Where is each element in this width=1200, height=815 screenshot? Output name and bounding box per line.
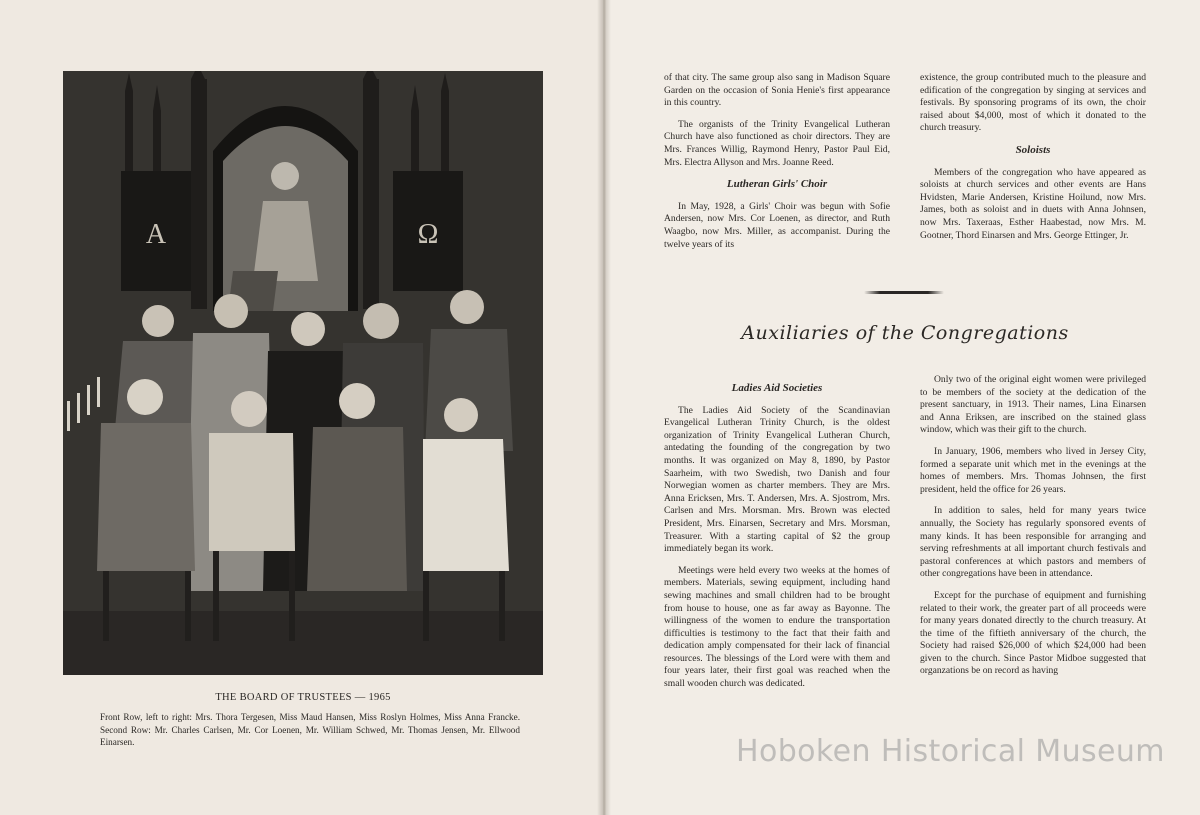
- text-column-4: [920, 374, 1146, 687]
- paragraph: existence, the group contributed much to the pleasure and edification of the congregation by singing at services and festivals. By sponsoring programs of its own, the choir raised about $4,000, most of which it donated to the church treasury.: [920, 72, 1146, 134]
- paragraph: Members of the congregation who have appeared as soloists at church services and other events are Hans Hvidsten, Marie Andersen, Kristine Hoilund, now Mrs. James, both as soloist and in duets with Anna Johnsen, now Mrs. Taxeraas, Esther Haabestad, now Mrs. M. Gootner, Thord Einarsen and Mrs. George Ettinger, Jr.: [920, 166, 1146, 241]
- section-heading-ladies-aid: Ladies Aid Societies: [731, 382, 823, 394]
- alpha-letter: A: [145, 219, 167, 250]
- museum-watermark: Hoboken Historical Museum: [736, 734, 1165, 769]
- book-spine: [597, 0, 611, 815]
- text-column-3: [664, 374, 890, 700]
- text-column-1: [664, 72, 890, 260]
- board-of-trustees-photo: [63, 71, 543, 675]
- paragraph: The organists of the Trinity Evangelical Lutheran Church have also functioned as choir directors. They are Mrs. Frances Willig, Raymond Henry, Pastor Paul Eid, Mrs. Electra Allyson and Mrs. Joanne Reed.: [664, 118, 890, 168]
- paragraph: In January, 1906, members who lived in Jersey City, formed a separate unit which met in the evenings at the homes of members. Mrs. Thomas Johnsen, the first president, held the office for 26 years.: [920, 445, 1146, 495]
- section-heading-soloists: Soloists: [1015, 143, 1051, 156]
- section-title: Auxiliaries of the Congregations: [741, 322, 1069, 344]
- section-heading-girls-choir: Lutheran Girls' Choir: [726, 178, 828, 191]
- photo-caption-title: THE BOARD OF TRUSTEES — 1965: [215, 692, 391, 703]
- paragraph: In addition to sales, held for many years twice annually, the Society has regularly sponsored events of many kinds. It has been responsible for arranging and serving refreshments at all important church festivals and pastoral conferences at which pastors and members of other congregations have been in attendance.: [920, 505, 1146, 580]
- paragraph: The Ladies Aid Society of the Scandinavian Evangelical Lutheran Trinity Church, is the oldest organization of Trinity Evangelical Lutheran Church, antedating the founding of the congregation by two months. It was organized on May 8, 1890, by Pastor Saarheim, with two Swedish, two Danish and four Norwegian women as charter members. They are Mrs. Anna Ericksen, Mrs. T. Andersen, Mrs. A. Sjostrom, Mrs. Carlsen and Mrs. Morsman. Mrs. Brown was elected President, Mrs. Einarsen, Secretary and Mrs. Morsman, Treasurer. With a starting capital of $2 the group immediately began its work.: [664, 404, 890, 555]
- paragraph: Except for the purchase of equipment and furnishing related to their work, the greater part of all proceeds were for many years donated directly to the church treasury. At the time of the fiftieth anniversary of the church, the Society had raised $26,000 of which $24,000 had been given to the church. Since Pastor Midboe suggested that organzations be on record as having: [920, 589, 1146, 677]
- photo-caption-text: Front Row, left to right: Mrs. Thora Tergesen, Miss Maud Hansen, Miss Roslyn Holmes, Miss Anna Francke. Second Row: Mr. Charles Carlsen, Mr. Cor Loenen, Mr. William Schwed, Mr. Thomas Jensen, Mr. Ellwood Einarsen.: [100, 712, 520, 747]
- paragraph: In May, 1928, a Girls' Choir was begun with Sofie Andersen, now Mrs. Cor Loenen, as director, and Ruth Waagbo, now Mrs. Miller, as accompanist. During the twelve years of its: [664, 200, 890, 250]
- paragraph: Meetings were held every two weeks at the homes of members. Materials, sewing equipment, including hand sewing machines and small children had to be brought from house to house, one as far away as Bayonne. The willingness of the women to endure the transportation difficulties is testimony to the fact that their faith and dedication amply compensated for their lack of financial resources. The blessings of the Lord were with them and four years later, their first goal was reached when the small wooden church was dedicated.: [664, 564, 890, 690]
- paragraph: of that city. The same group also sang in Madison Square Garden on the occasion of Sonia Henie's first appearance in this country.: [664, 72, 890, 109]
- omega-letter: Ω: [417, 219, 439, 250]
- text-column-2: [920, 72, 1146, 251]
- paragraph: Only two of the original eight women were privileged to be members of the society at the dedication of the present sanctuary, in 1913. Their names, Lina Einarsen and Anna Eriksen, are inscribed on the stained glass window, which was their gift to the church.: [920, 374, 1146, 436]
- photo-illustration: [63, 71, 543, 675]
- ornamental-divider: [864, 291, 944, 294]
